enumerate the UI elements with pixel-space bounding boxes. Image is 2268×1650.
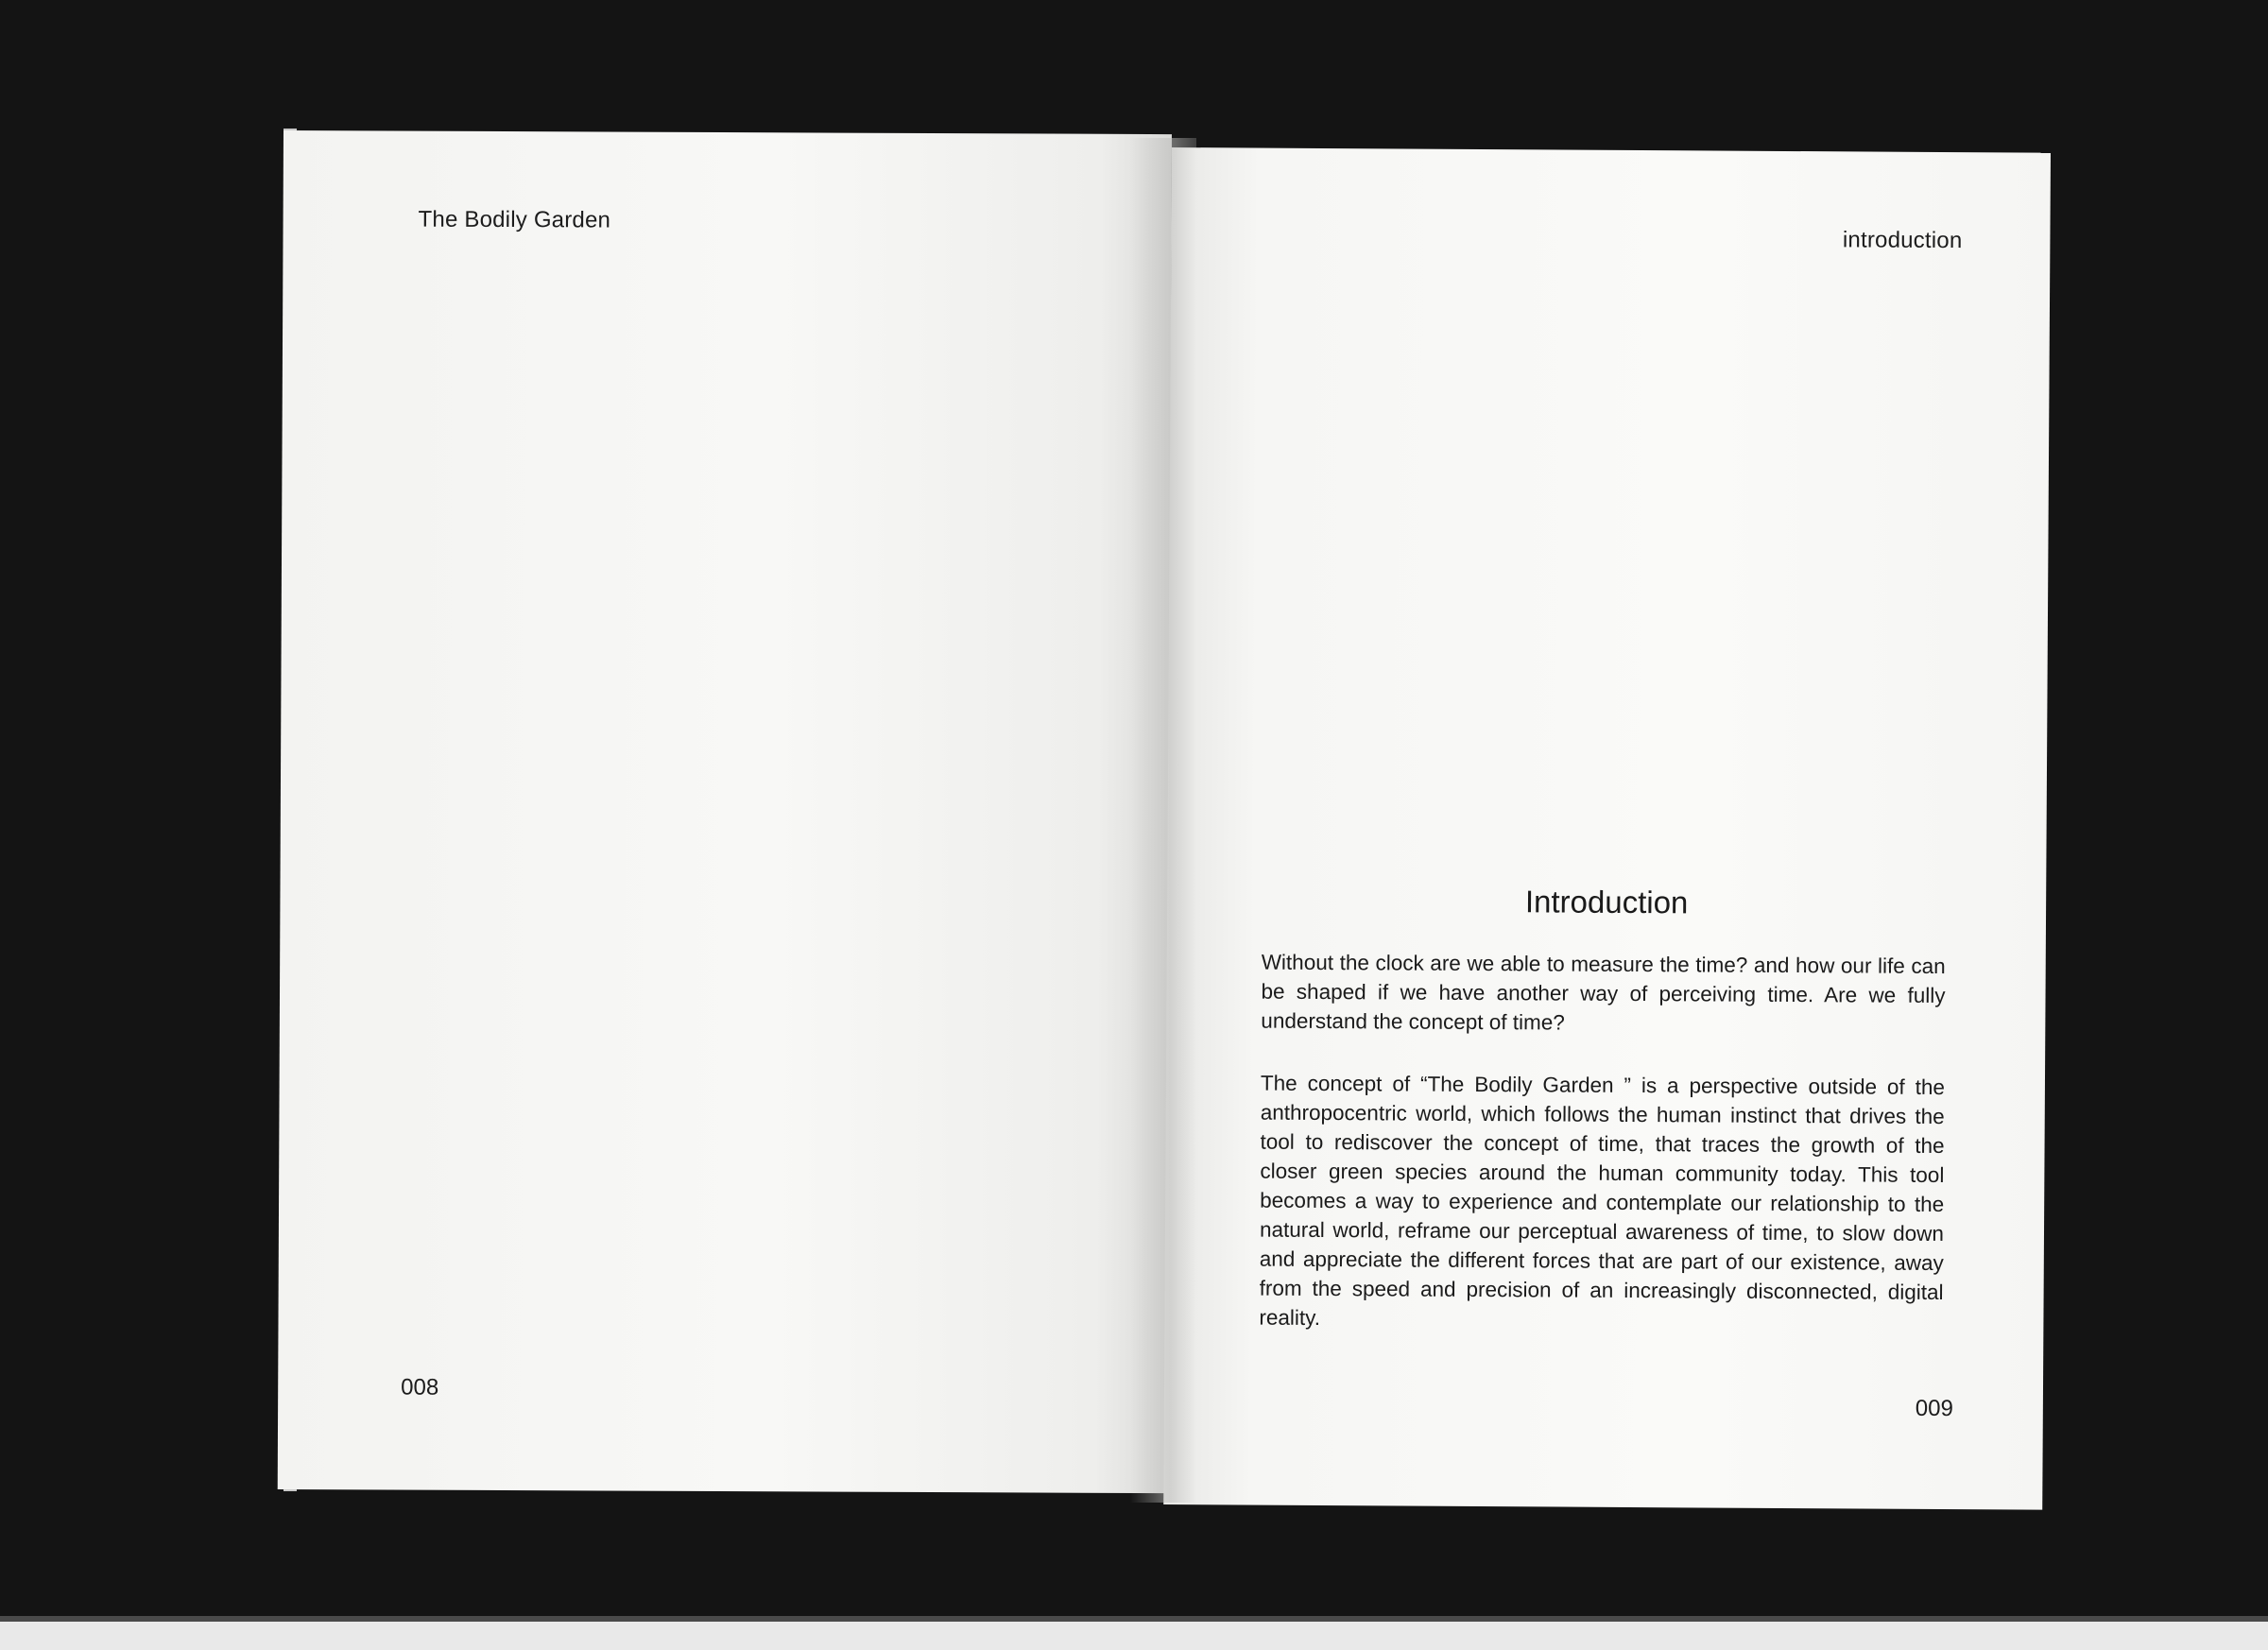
concept-paragraph: The concept of “The Bodily Garden ” is a perspective outside of the anthropocentric world, which follows the human instinct that drives the tool to rediscover the concept of time, that traces the growth of the closer green species around the human community today. This tool becomes a way to experience and contemplate our relationship to the natural world, reframe our perceptual awareness of time, to slow down and appreciate the different forces that are part of our existence, away from the speed and precision of an increasingly disconnected, digital reality. (1259, 1071, 1946, 1330)
left-page-number: 008 (401, 1374, 439, 1401)
right-page-number: 009 (1915, 1395, 1953, 1422)
chapter-title: Introduction (1524, 884, 1689, 920)
left-running-head: The Bodily Garden (418, 206, 611, 233)
right-running-head: introduction (1842, 227, 1963, 254)
intro-paragraph: Without the clock are we able to measure the time? and how our life can be shaped if we have another way of perceiving time. Are we fully understand the concept of time? (1261, 950, 1946, 1035)
left-page (278, 130, 1172, 1493)
right-page (1163, 147, 2051, 1510)
